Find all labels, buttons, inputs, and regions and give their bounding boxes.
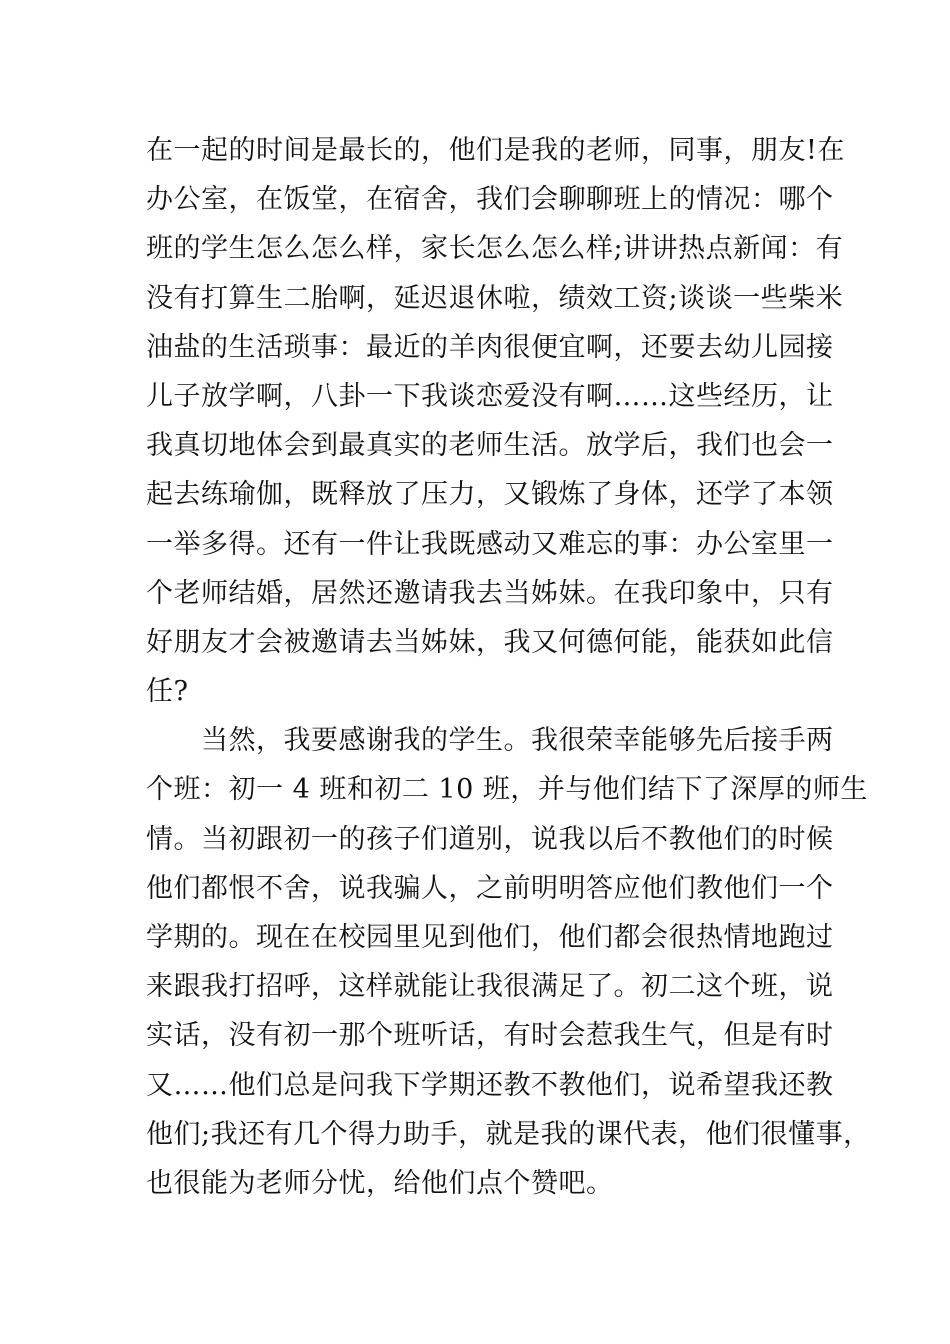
text-line: 在一起的时间是最长的，他们是我的老师，同事，朋友!在 — [146, 135, 845, 166]
paragraph-start-line: 当然，我要感谢我的学生。我很荣幸能够先后接手两 — [146, 725, 834, 757]
text-line: 办公室，在饭堂，在宿舍，我们会聊聊班上的情况：哪个 — [146, 184, 834, 216]
text-line: 班的学生怎么怎么样，家长怎么怎么样;讲讲热点新闻：有 — [146, 233, 844, 265]
text-line: 个老师结婚，居然还邀请我去当姊妹。在我印象中，只有 — [146, 577, 834, 609]
text-line: 我真切地体会到最真实的老师生活。放学后，我们也会一 — [146, 430, 834, 462]
text-line: 任? — [146, 676, 189, 708]
text-line: 个班：初一 4 班和初二 10 班，并与他们结下了深厚的师生 — [146, 774, 868, 806]
text-line: 好朋友才会被邀请去当姊妹，我又何德何能，能获如此信 — [146, 626, 834, 658]
text-line: 也很能为老师分忧，给他们点个赞吧。 — [146, 1167, 614, 1199]
text-line: 起去练瑜伽，既释放了压力，又锻炼了身体，还学了本领 — [146, 479, 834, 511]
text-line: 他们;我还有几个得力助手，就是我的课代表，他们很懂事， — [146, 1118, 871, 1150]
text-line: 一举多得。还有一件让我既感动又难忘的事：办公室里一 — [146, 528, 834, 560]
text-line: 油盐的生活琐事：最近的羊肉很便宜啊，还要去幼儿园接 — [146, 331, 834, 363]
text-line: 他们都恨不舍，说我骗人，之前明明答应他们教他们一个 — [146, 872, 834, 904]
text-line: 来跟我打招呼，这样就能让我很满足了。初二这个班，说 — [146, 971, 834, 1003]
text-line: 学期的。现在在校园里见到他们，他们都会很热情地跑过 — [146, 922, 834, 953]
text-line: 儿子放学啊，八卦一下我谈恋爱没有啊……这些经历，让 — [146, 380, 834, 412]
body-text — [146, 126, 871, 1208]
text-line: 没有打算生二胎啊，延迟退休啦，绩效工资;谈谈一些柴米 — [146, 282, 844, 314]
text-line: 情。当初跟初一的孩子们道别，说我以后不教他们的时候 — [146, 823, 834, 855]
text-line: 实话，没有初一那个班听话，有时会惹我生气，但是有时 — [146, 1020, 834, 1052]
text-line: 又……他们总是问我下学期还教不教他们，说希望我还教 — [146, 1069, 834, 1101]
